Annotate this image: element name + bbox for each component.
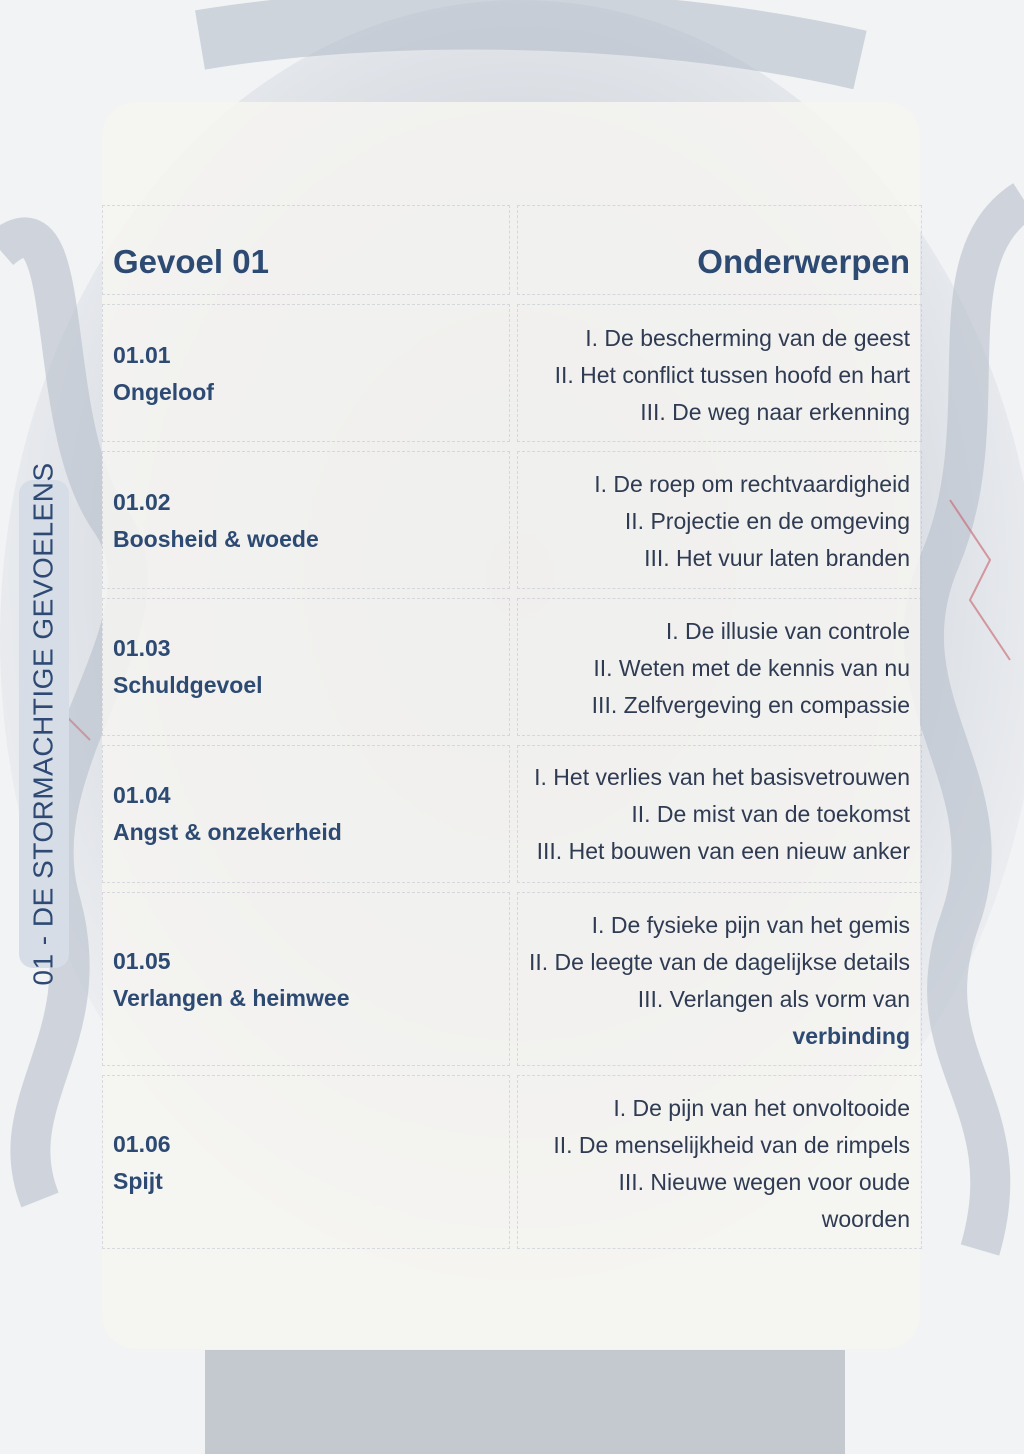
topic-emphasis: verbinding (792, 1023, 910, 1049)
topic-item: III. Zelfvergeving en compassie (591, 692, 910, 718)
topics-cell (490, 320, 910, 431)
topic-item: III. Het vuur laten branden (644, 545, 910, 571)
feeling-cell (113, 1126, 493, 1200)
topics-cell (490, 907, 910, 1055)
feeling-title: Ongeloof (113, 379, 214, 405)
feeling-cell (113, 337, 493, 411)
topics-cell (490, 466, 910, 577)
feeling-cell (113, 777, 493, 851)
topic-item: I. De roep om rechtvaardigheid (594, 471, 910, 497)
feeling-code: 01.03 (113, 635, 171, 661)
topic-item: II. De leegte van de dagelijkse details (528, 949, 910, 975)
topic-item: II. Projectie en de omgeving (624, 508, 910, 534)
topic-item: III. Het bouwen van een nieuw anker (536, 838, 910, 864)
topic-item: I. De bescherming van de geest (585, 325, 910, 351)
topic-item: III. De weg naar erkenning (640, 399, 910, 425)
feeling-code: 01.06 (113, 1131, 171, 1157)
chapter-side-label: 01 - DE STORMACHTIGE GEVOELENS (28, 462, 60, 986)
feeling-code: 01.05 (113, 948, 171, 974)
feeling-code: 01.01 (113, 342, 171, 368)
topic-item: II. De mist van de toekomst (631, 801, 910, 827)
feeling-code: 01.02 (113, 489, 171, 515)
feeling-cell (113, 943, 493, 1017)
feeling-code: 01.04 (113, 782, 171, 808)
feeling-title: Verlangen & heimwee (113, 985, 350, 1011)
topics-cell (490, 613, 910, 724)
topic-item: I. De fysieke pijn van het gemis (591, 912, 910, 938)
feeling-title: Spijt (113, 1168, 163, 1194)
column-header-feeling: Gevoel 01 (113, 243, 269, 280)
feeling-title: Angst & onzekerheid (113, 819, 342, 845)
topic-item: I. De illusie van controle (665, 618, 910, 644)
feeling-cell (113, 630, 493, 704)
topic-item: II. De menselijkheid van de rimpels (553, 1132, 910, 1158)
topic-item: II. Het conflict tussen hoofd en hart (554, 362, 910, 388)
topic-item: I. Het verlies van het basisvetrouwen (534, 764, 910, 790)
topic-item: III. Verlangen als vorm van (637, 986, 910, 1012)
feeling-cell (113, 484, 493, 558)
column-header-topics: Onderwerpen (697, 243, 910, 280)
topic-item: I. De pijn van het onvoltooide (613, 1095, 910, 1121)
topic-item: II. Weten met de kennis van nu (593, 655, 910, 681)
chapter-side-tab (19, 462, 69, 986)
topic-item: woorden (821, 1206, 910, 1232)
topic-item: III. Nieuwe wegen voor oude (618, 1169, 910, 1195)
feeling-title: Schuldgevoel (113, 672, 263, 698)
feeling-title: Boosheid & woede (113, 526, 319, 552)
topics-cell (490, 759, 910, 870)
topics-cell (490, 1090, 910, 1238)
